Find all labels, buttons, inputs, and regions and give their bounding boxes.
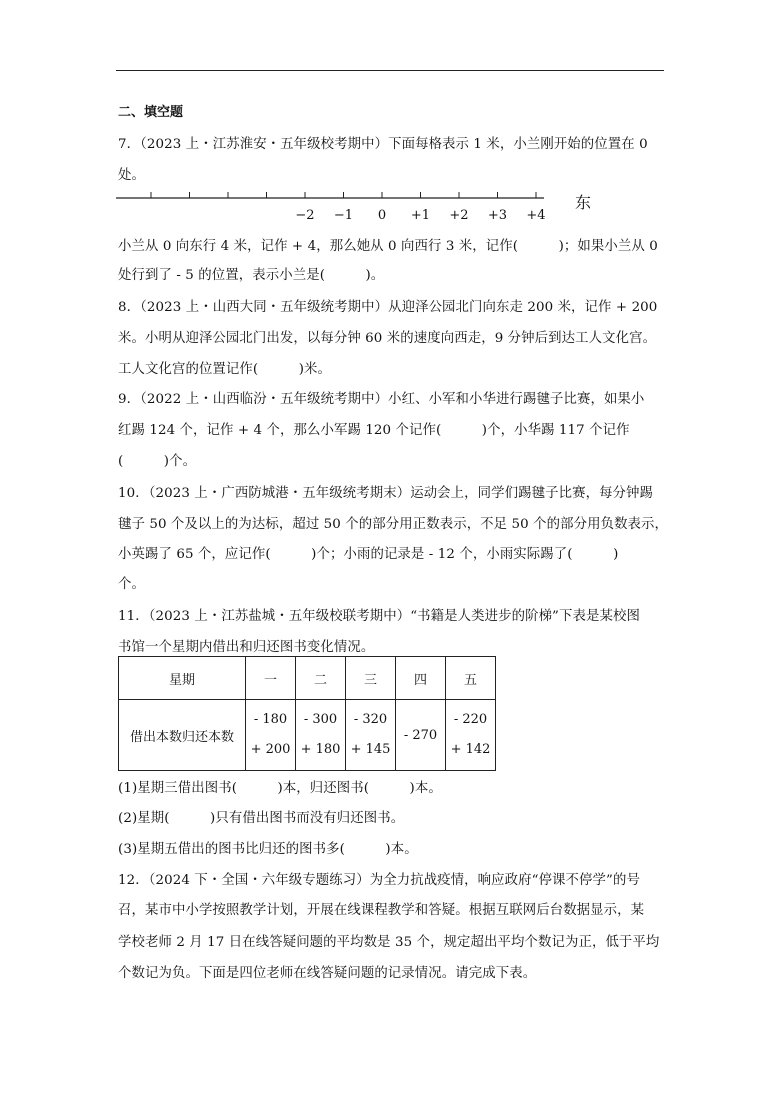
east-label: 东 bbox=[575, 193, 592, 212]
borrowed-value: - 220 bbox=[453, 712, 488, 727]
q7-line3: 小兰从 0 向东行 4 米，记作 + 4，那么她从 0 向西行 3 米，记作( )；如果小兰从 0 bbox=[118, 239, 658, 254]
q12-line2: 召，某市中小学按照教学计划，开展在线课程教学和答疑。根据互联网后台数据显示，某 bbox=[118, 903, 645, 918]
returned-value: + 180 bbox=[300, 742, 341, 757]
number-line-label: +3 bbox=[487, 208, 508, 223]
q7-line1: 7．（2023 上・江苏淮安・五年级校考期中）下面每格表示 1 米，小兰刚开始的位置在 0 bbox=[118, 137, 648, 152]
q9-line1: 9．（2022 上・山西临汾・五年级统考期中）小红、小军和小华进行踢毽子比赛，如果小 bbox=[118, 392, 645, 407]
returned-value: + 200 bbox=[250, 742, 291, 757]
table-header-cell: 五 bbox=[446, 657, 496, 700]
q8-line1: 8．（2023 上・山西大同・五年级统考期中）从迎泽公园北门向东走 200 米，记作 + 200 bbox=[118, 300, 658, 315]
returned-value: + 142 bbox=[450, 742, 491, 757]
q10-line4: 个。 bbox=[118, 577, 145, 592]
number-line-label: −2 bbox=[295, 208, 315, 223]
q9-line3: ( )个。 bbox=[118, 454, 197, 469]
table-header-row bbox=[119, 657, 496, 700]
returned-value: + 145 bbox=[350, 742, 391, 757]
q12-line4: 个数记为负。下面是四位老师在线答疑问题的记录情况。请完成下表。 bbox=[118, 966, 537, 981]
number-line-labels bbox=[295, 208, 545, 223]
q10-line3: 小英踢了 65 个，应记作( )个；小雨的记录是 - 12 个，小雨实际踢了( ) bbox=[118, 547, 619, 562]
number-line-label: 0 bbox=[377, 208, 387, 223]
borrowed-value: - 320 bbox=[353, 712, 388, 727]
table-cell-mon bbox=[246, 700, 296, 771]
borrowed-value: - 300 bbox=[303, 712, 338, 727]
q8-line2: 米。小明从迎泽公园北门出发，以每分钟 60 米的速度向西走，9 分钟后到达工人文化宫。 bbox=[118, 331, 657, 346]
table-cell-tue bbox=[296, 700, 346, 771]
table-header-cell: 星期 bbox=[119, 657, 246, 700]
q10-line2: 毽子 50 个及以上的为达标，超过 50 个的部分用正数表示，不足 50 个的部分用负数表示， bbox=[118, 517, 669, 532]
q11-sub1: (1)星期三借出图书( )本，归还图书( )本。 bbox=[118, 781, 442, 796]
q12-line1: 12．（2024 下・全国・六年级专题练习）为全力抗战疫情，响应政府“停课不停学”的号 bbox=[118, 873, 640, 888]
table-header-cell: 四 bbox=[396, 657, 446, 700]
section-title: 二、填空题 bbox=[118, 105, 184, 120]
table-cell-fri bbox=[446, 700, 496, 771]
number-line-label: −1 bbox=[333, 208, 354, 223]
library-books-table bbox=[118, 656, 496, 771]
borrowed-value: - 270 bbox=[403, 727, 438, 743]
q11-line2: 书馆一个星期内借出和归还图书变化情况。 bbox=[118, 640, 375, 655]
q11-sub2: (2)星期( )只有借出图书而没有归还图书。 bbox=[118, 811, 405, 826]
table-header-cell: 三 bbox=[346, 657, 396, 700]
header-rule bbox=[116, 70, 664, 71]
q11-sub3: (3)星期五借出的图书比归还的图书多( )本。 bbox=[118, 842, 418, 857]
number-line-label: +4 bbox=[526, 208, 546, 223]
table-row-label: 借出本数归还本数 bbox=[119, 700, 246, 771]
q7-line2: 处。 bbox=[118, 168, 145, 183]
borrowed-value: - 180 bbox=[253, 712, 288, 727]
number-line-label: +1 bbox=[410, 208, 431, 223]
q8-line3: 工人文化宫的位置记作( )米。 bbox=[118, 362, 332, 377]
q12-line3: 学校老师 2 月 17 日在线答疑问题的平均数是 35 个，规定超出平均个数记为正，低于平均 bbox=[118, 935, 660, 950]
table-cell-wed bbox=[346, 700, 396, 771]
table-header-cell: 二 bbox=[296, 657, 346, 700]
q11-line1: 11．（2023 上・江苏盐城・五年级校联考期中）“书籍是人类进步的阶梯”下表是某校图 bbox=[118, 609, 640, 624]
q7-line4: 处行到了 - 5 的位置，表示小兰是( )。 bbox=[118, 268, 385, 283]
table-header-cell: 一 bbox=[246, 657, 296, 700]
number-line-ticks bbox=[151, 192, 536, 198]
number-line bbox=[112, 186, 602, 226]
number-line-label: +2 bbox=[449, 208, 469, 223]
table-cell-thu bbox=[396, 700, 446, 771]
q9-line2: 红踢 124 个，记作 + 4 个，那么小军踢 120 个记作( )个，小华踢 117 个记作 bbox=[118, 423, 630, 438]
table-row bbox=[119, 700, 496, 771]
q10-line1: 10．（2023 上・广西防城港・五年级统考期末）运动会上，同学们踢毽子比赛，每分钟踢 bbox=[118, 486, 654, 501]
